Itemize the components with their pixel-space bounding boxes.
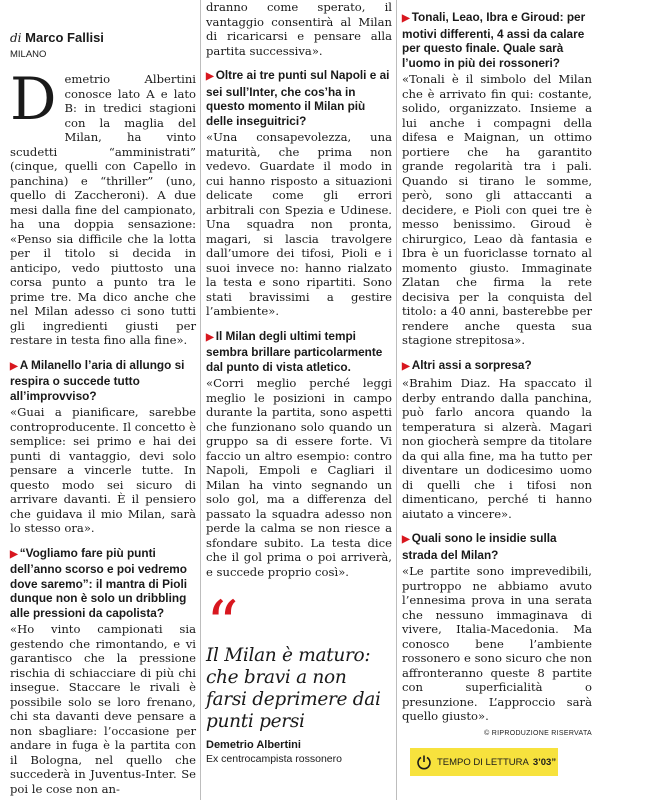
drop-cap: D (10, 65, 57, 133)
reading-time-box (410, 748, 558, 776)
copyright-notice: © RIPRODUZIONE RISERVATA (484, 729, 592, 737)
pull-quote: Il Milan è maturo: che bravi a non farsi deprimere dai punti persi (206, 645, 381, 732)
question-2 (10, 546, 196, 621)
question-text: A Milanello l’aria di allungo si respira o succede tutto all’improvviso? (10, 357, 185, 403)
answer-3: «Una consapevolezza, una maturità, che prima non vedevo. Guardate il modo in cui hanno risposto a situazioni delicate come gli errori arbitrali con Spezia e Udinese. Una squadra non pronta, magari, si lascia travolgere dall’umore dei tifosi, Pioli e i suoi invece no: hanno rialzato la testa e sono ripartiti. Sono stati bravissimi a gestire l’ambiente». (206, 130, 392, 318)
question-4 (206, 329, 392, 375)
question-text: “Vogliamo fare più punti dell’anno scorso e poi vedremo dove saremo”: il mantra di Pioli dunque non è solo un dribbling alle pressioni da capolista? (10, 545, 187, 620)
answer-1: «Guai a pianificare, sarebbe controproducente. Il concetto è semplice: sei primo e hai dei punti di vantaggio, devi solo pensare a vincerle tutte. In questo modo sei sicuro di arrivare davanti. È il pensiero che guidava il mio Milan, sarà lo stesso ora». (10, 405, 196, 535)
question-7 (402, 531, 592, 562)
triangle-bullet-icon: ▶ (402, 534, 410, 545)
question-6 (402, 358, 592, 375)
column-rule (200, 0, 201, 800)
column-rule (396, 0, 397, 800)
triangle-bullet-icon: ▶ (206, 71, 214, 82)
question-text: Tonali, Leao, Ibra e Giroud: per motivi differenti, 4 assi da calare per questo finale. Quale sarà l’uomo in più dei rossoneri? (402, 10, 586, 70)
question-1 (10, 358, 196, 404)
answer-6: «Brahim Diaz. Ha spaccato il derby entrando dalla panchina, può farlo ancora quando la temperatura si alzerà. Magari non giocherà sempre da titolare da qui alla fine, ma ha tutto per diventare un dodicesimo uomo di quelli che i tifosi non dimenticano, perché ti hanno aiutato a vincere». (402, 376, 592, 521)
question-5 (402, 10, 592, 70)
column-3 (402, 0, 592, 800)
pull-quote-role: Ex centrocampista rossonero (206, 753, 342, 765)
answer-2-part2: dranno come sperato, il vantaggio consentirà al Milan di ricaricarsi e pensare alla partita successiva». (206, 0, 392, 58)
column-2 (206, 0, 392, 800)
pull-quote-name: Demetrio Albertini (206, 739, 301, 751)
quote-mark-icon: “ (206, 588, 239, 662)
question-text: Il Milan degli ultimi tempi sembra brillare particolarmente dal punto di vista atletico. (206, 328, 383, 374)
question-3 (206, 68, 392, 128)
answer-5: «Tonali è il simbolo del Milan che è arrivato fin qui: costante, solido, organizzato. Insieme a lui anche i compagni della difesa e Maignan, un ottimo portiere che ha garantito grande regolarità tra i pali. Quando si tirano le somme, però, sono gli attaccanti a decidere, e Pioli con quei tre è messo benissimo. Giroud è chirurgico, Leao dà fantasia e Ibra è un fuoriclasse tornato al momento giusto. Immaginate Zlatan che firma la rete decisiva per la conquista del titolo: a 40 anni, basterebbe per rendere anche questa sua stagione strepitosa». (402, 72, 592, 347)
triangle-bullet-icon: ▶ (10, 360, 18, 372)
answer-4: «Corri meglio perché leggi meglio le posizioni in campo durante la partita, sono aspetti che funzionano solo quando un gruppo sa di essere forte. Vi faccio un altro esempio: contro Napoli, Empoli e Cagliari il Milan ha vinto segnando un solo gol, ma a differenza del passato la squadra adesso non perde la calma se non riesce a sfondare subito. La testa dice che il gol prima o poi arriverà, e succede proprio così». (206, 376, 392, 579)
answer-7: «Le partite sono imprevedibili, purtroppo ne abbiamo avuto l’ennesima prova in una serata che nessuno immaginava di vivere, Italia-Macedonia. Ma conosco bene l’ambiente rossonero e sono sicuro che non affronteranno queste 8 partite con superficialità o presunzione. L’approccio sarà quello giusto». (402, 564, 592, 723)
reading-time-label: TEMPO DI LETTURA (437, 756, 529, 768)
intro-paragraph (10, 65, 196, 348)
column-1 (10, 0, 196, 800)
answer-2-part1: «Ho vinto campionati sia gestendo che rimontando, e vi garantisco che la pressione rischia di schiacciare di più chi insegue. Staccare le rivali è possibile solo se loro frenano, chi sta davanti deve pensare a non sbagliare: l’occasione per andare in fuga è la partita con il Bologna, nel quello che succederà in Juventus-Inter. Se poi le cose non an- (10, 622, 196, 796)
question-text: Quali sono le insidie sulla strada del Milan? (402, 531, 557, 562)
power-icon (416, 754, 432, 770)
byline (10, 30, 196, 45)
byline-prefix: di (10, 31, 22, 45)
triangle-bullet-icon: ▶ (206, 331, 214, 343)
question-text: Oltre ai tre punti sul Napoli e ai sei sull’Inter, che cos’ha in questo momento il Milan più delle inseguitrici? (206, 68, 390, 128)
intro-text: emetrio Albertini conosce lato A e lato B: in tredici stagioni con la maglia del Milan, ha vinto scudetti “amministrati” (cinque, quelli con Capello in panchina) e “thriller” (uno, quello di Zaccheroni). A due mesi dalla fine del campionato, ha una doppia sensazione: «Penso sia difficile che la lotta per il titolo si decida in anticipo, vedo piuttosto una corsa punto a punto tra le prime tre. Ma dico anche che nel Milan adesso ci sono tutti gli ingredienti giusti per restare in testa fino alla fine». (10, 72, 196, 347)
reading-time-value: 3’03” (532, 756, 557, 768)
question-text: Altri assi a sorpresa? (411, 357, 532, 372)
triangle-bullet-icon: ▶ (10, 548, 18, 560)
dateline-place: MILANO (10, 49, 47, 60)
triangle-bullet-icon: ▶ (402, 13, 410, 24)
triangle-bullet-icon: ▶ (402, 360, 410, 372)
author-name: Marco Fallisi (25, 30, 104, 45)
